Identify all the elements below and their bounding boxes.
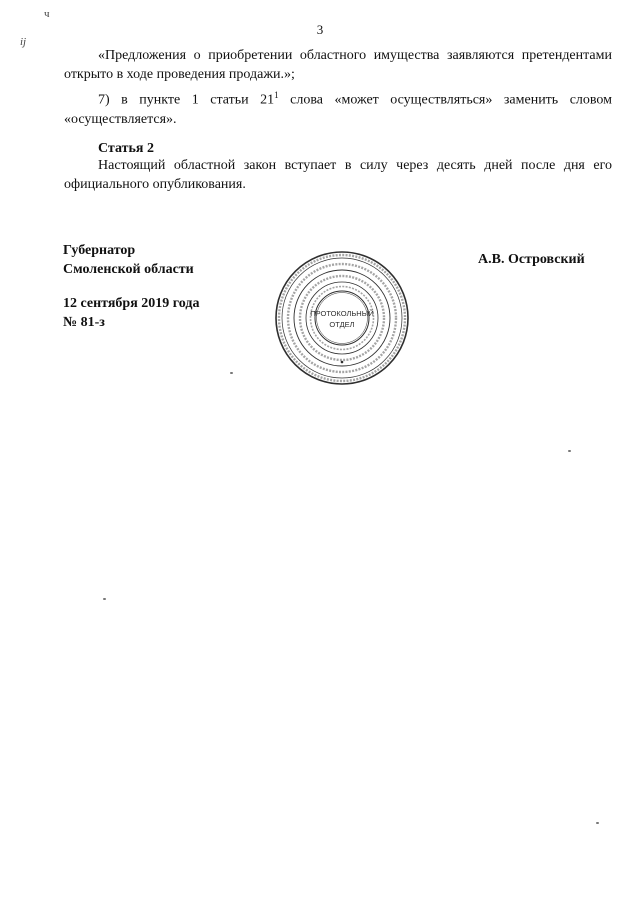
seal-star-mark [341, 361, 344, 364]
paragraph-item-7 [64, 86, 612, 129]
seal-center-line-2: ОТДЕЛ [329, 320, 355, 329]
signature-position [63, 241, 194, 279]
paragraph-effective-date [64, 156, 612, 194]
law-date-number [63, 294, 199, 332]
paragraph-text: «Предложения о приобретении областного имущества заявляются претендентами открыто в ходе проведения продажи.»; [64, 48, 612, 82]
position-line-1: Губернатор [63, 243, 136, 258]
page-number: 3 [316, 22, 324, 37]
margin-mark-top: ч [44, 8, 50, 20]
law-date: 12 сентября 2019 года [63, 296, 200, 311]
article-superscript: 1 [274, 90, 279, 100]
scan-speck [568, 450, 571, 452]
scan-speck [230, 372, 233, 374]
position-line-2: Смоленской области [63, 262, 194, 277]
article-2-heading: Статья 2 [98, 141, 154, 156]
paragraph-proposals [64, 46, 612, 84]
signatory-name: А.В. Островский [478, 252, 585, 267]
paragraph-text: Настоящий областной закон вступает в силу через десять дней после дня его официального опубликования. [64, 158, 612, 192]
law-number: № 81-з [63, 315, 105, 330]
margin-mark-left: ij [20, 36, 27, 48]
official-seal [274, 250, 410, 386]
scan-speck [103, 598, 106, 600]
item-7-text-before: 7) в пункте 1 статьи 21 [98, 92, 275, 108]
scan-speck [596, 822, 599, 824]
item-7-text-after: слова «может осуществляться» заменить словом «осуществляется». [64, 92, 613, 127]
seal-center-line-1: ПРОТОКОЛЬНЫЙ [310, 309, 374, 318]
